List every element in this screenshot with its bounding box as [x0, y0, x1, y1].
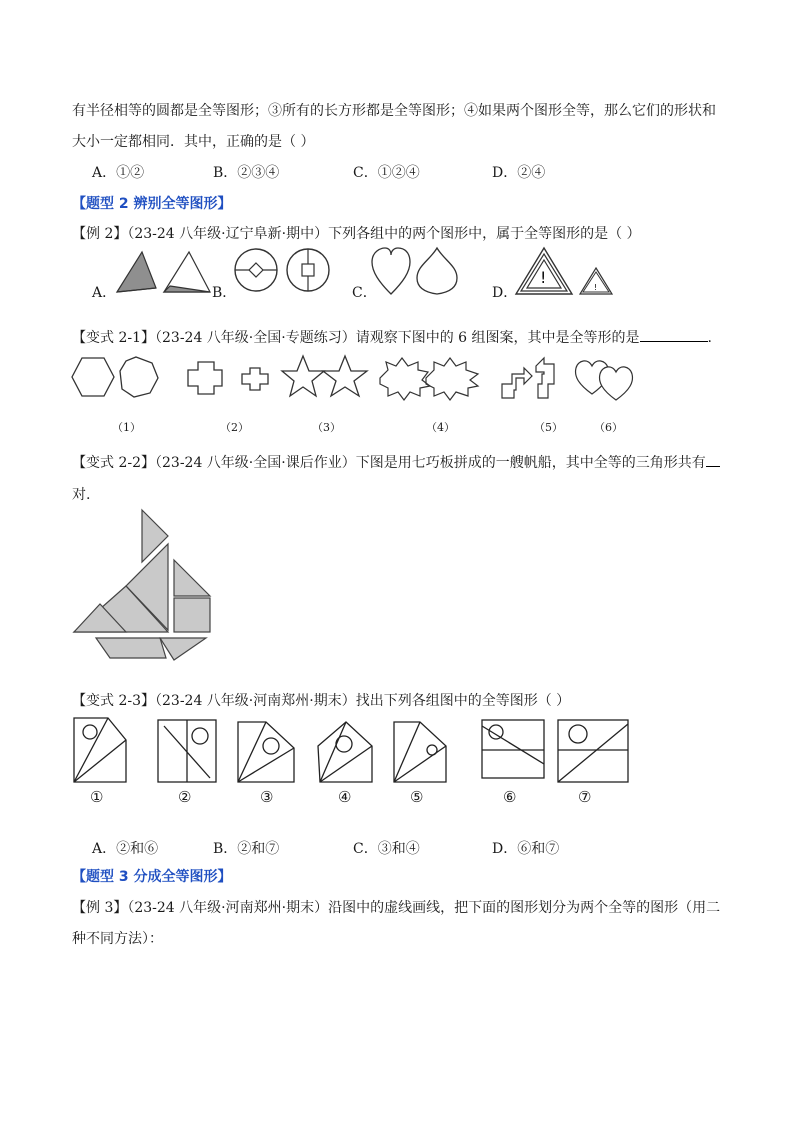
- caption-6: （6）: [594, 421, 623, 434]
- intro-option-a: A．①②: [92, 165, 145, 181]
- figure-number-1: ①: [90, 788, 104, 806]
- variant-2-1-figures: [70, 354, 650, 404]
- example-3-question: [72, 897, 720, 917]
- caption-2: （2）: [220, 421, 249, 434]
- example-2-label-d: D．: [492, 285, 518, 301]
- figure-number-4: ④: [338, 788, 352, 806]
- caption-1: （1）: [112, 421, 141, 434]
- example-3-line-2: 种不同方法）：: [72, 931, 163, 947]
- variant-2-3-prefix: 【变式 2-3】: [72, 693, 155, 709]
- caption-5: （5）: [534, 421, 563, 434]
- variant-2-2-line-2: 对.: [72, 487, 91, 503]
- variant-2-2-prefix: 【变式 2-2】: [72, 455, 155, 471]
- intro-option-b: B．②③④: [213, 165, 280, 181]
- answer-blank-2[interactable]: [706, 452, 720, 467]
- warning-mark-small: !: [594, 283, 598, 292]
- example-2-question: [72, 223, 641, 243]
- caption-3: （3）: [312, 421, 341, 434]
- variant-2-3-option-a: A．②和⑥: [92, 841, 159, 857]
- figure-number-7: ⑦: [578, 788, 592, 806]
- variant-2-3-figures: [70, 716, 640, 788]
- warning-mark-large: !: [540, 268, 547, 287]
- variant-2-3-option-b: B．②和⑦: [213, 841, 280, 857]
- example-2-figure-d: [514, 246, 614, 298]
- variant-2-2-question: [72, 452, 720, 472]
- answer-blank[interactable]: [640, 327, 708, 342]
- intro-line-2: 大小一定都相同．其中，正确的是（ ）: [72, 134, 315, 150]
- example-2-figure-c: [370, 246, 460, 298]
- variant-2-3-text: （23-24 八年级·河南郑州·期末）找出下列各组图中的全等图形（ ）: [155, 693, 571, 709]
- variant-2-1-prefix: 【变式 2-1】: [72, 330, 155, 346]
- variant-2-1-tail: .: [707, 330, 712, 346]
- variant-2-3-option-c: C．③和④: [353, 841, 420, 857]
- figure-number-2: ②: [178, 788, 192, 806]
- section-2-title: 【题型 2 辨别全等图形】: [72, 196, 232, 212]
- figure-number-3: ③: [260, 788, 274, 806]
- intro-option-c: C．①②④: [353, 165, 420, 181]
- intro-option-d: D．②④: [492, 165, 546, 181]
- example-2-label-b: B．: [212, 285, 237, 301]
- example-3-prefix: 【例 3】: [72, 900, 128, 916]
- example-3-text: （23-24 八年级·河南郑州·期末）沿图中的虚线画线，把下面的图形划分为两个全等的图形（用二: [127, 900, 721, 916]
- example-2-label-c: C．: [352, 285, 377, 301]
- example-2-label-a: A．: [92, 285, 117, 301]
- variant-2-2-text: （23-24 八年级·全国·课后作业）下图是用七巧板拼成的一艘帆船，其中全等的三角形共有: [155, 455, 706, 471]
- figure-number-6: ⑥: [503, 788, 517, 806]
- variant-2-3-option-d: D．⑥和⑦: [492, 841, 560, 857]
- example-2-text: （23-24 八年级·辽宁阜新·期中）下列各组中的两个图形中，属于全等图形的是（ ）: [127, 226, 641, 242]
- section-3-title: 【题型 3 分成全等图形】: [72, 869, 232, 885]
- example-2-figure-a: [112, 248, 212, 296]
- variant-2-1-question: [72, 327, 712, 347]
- tangram-sailboat: [70, 508, 220, 664]
- figure-number-5: ⑤: [410, 788, 424, 806]
- caption-4: （4）: [426, 421, 455, 434]
- intro-line-1: 有半径相等的圆都是全等图形；③所有的长方形都是全等图形；④如果两个图形全等，那么它们的形状和: [72, 103, 716, 119]
- example-2-figure-b: [234, 248, 334, 296]
- variant-2-1-text: （23-24 八年级·全国·专题练习）请观察下图中的 6 组图案，其中是全等形的是: [155, 330, 640, 346]
- variant-2-3-question: [72, 690, 570, 710]
- example-2-prefix: 【例 2】: [72, 226, 128, 242]
